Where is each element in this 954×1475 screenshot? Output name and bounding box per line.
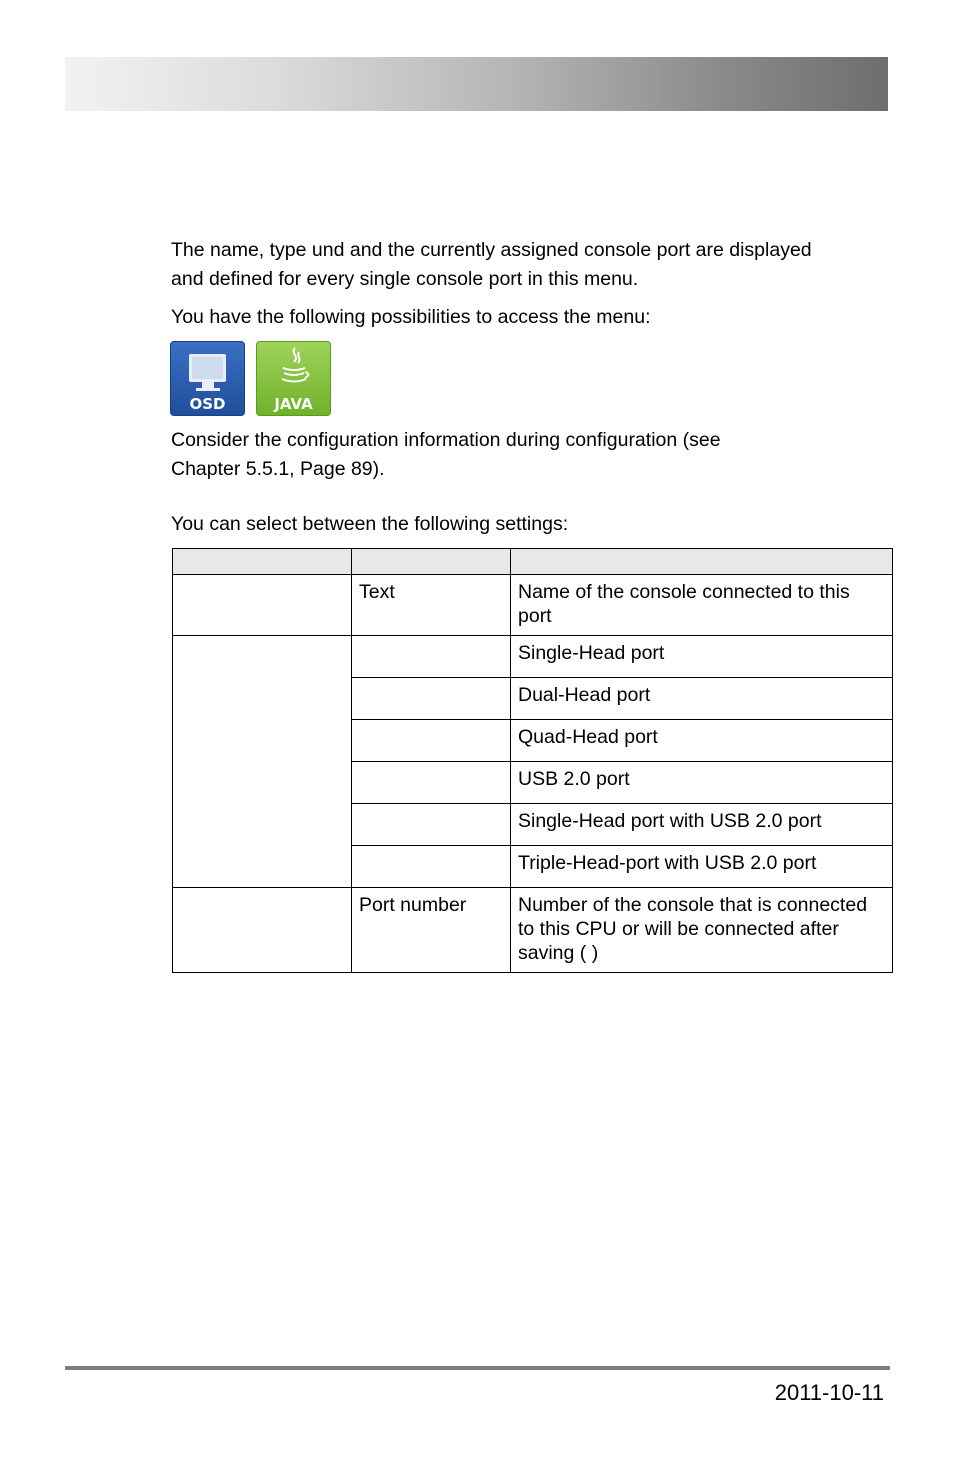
type-value-cell <box>352 762 511 804</box>
port-description-cell: Number of the console that is connected to this CPU or will be connected after saving ( ) <box>511 888 893 973</box>
config-note-line-2: Chapter 5.5.1, Page 89). <box>171 458 385 480</box>
access-paragraph <box>171 303 891 332</box>
type-value-cell <box>352 678 511 720</box>
type-value-cell <box>352 720 511 762</box>
settings-intro <box>171 510 891 539</box>
table-row-port <box>173 888 893 973</box>
monitor-icon <box>189 354 226 382</box>
header-cell-value <box>352 549 511 575</box>
header-bar <box>65 57 888 111</box>
port-value-cell: Port number <box>352 888 511 973</box>
java-icon[interactable] <box>256 341 331 416</box>
config-note-line-1: Consider the configuration information during configuration (see <box>171 429 721 451</box>
osd-icon[interactable] <box>170 341 245 416</box>
java-icon-label: JAVA <box>274 395 313 413</box>
setting-name-cell <box>173 575 352 636</box>
type-description-cell: Triple-Head-port with USB 2.0 port <box>511 846 893 888</box>
intro-line-2: and defined for every single console port in this menu. <box>171 268 639 290</box>
setting-type-cell <box>173 636 352 888</box>
type-description-cell: Dual-Head port <box>511 678 893 720</box>
access-text: You have the following possibilities to access the menu: <box>171 306 651 328</box>
type-description-cell: USB 2.0 port <box>511 762 893 804</box>
intro-line-1: The name, type und and the currently assigned console port are displayed <box>171 239 812 261</box>
osd-icon-label: OSD <box>189 395 226 413</box>
table-row-type <box>173 636 893 678</box>
name-value-cell: Text <box>352 575 511 636</box>
table-header-row <box>173 549 893 575</box>
settings-intro-text: You can select between the following settings: <box>171 513 569 535</box>
name-description-cell: Name of the console connected to this port <box>511 575 893 636</box>
type-value-cell <box>352 846 511 888</box>
type-value-cell <box>352 636 511 678</box>
type-description-cell: Single-Head port <box>511 636 893 678</box>
coffee-cup-icon <box>257 344 331 392</box>
header-cell-setting <box>173 549 352 575</box>
setting-port-cell <box>173 888 352 973</box>
intro-paragraph <box>171 236 891 294</box>
type-description-cell: Quad-Head port <box>511 720 893 762</box>
header-cell-meaning <box>511 549 893 575</box>
type-value-cell <box>352 804 511 846</box>
footer-divider <box>65 1366 890 1370</box>
type-description-cell: Single-Head port with USB 2.0 port <box>511 804 893 846</box>
settings-table <box>172 548 893 973</box>
config-note <box>171 426 891 484</box>
footer-date: 2011-10-11 <box>774 1380 884 1405</box>
table-row-name <box>173 575 893 636</box>
